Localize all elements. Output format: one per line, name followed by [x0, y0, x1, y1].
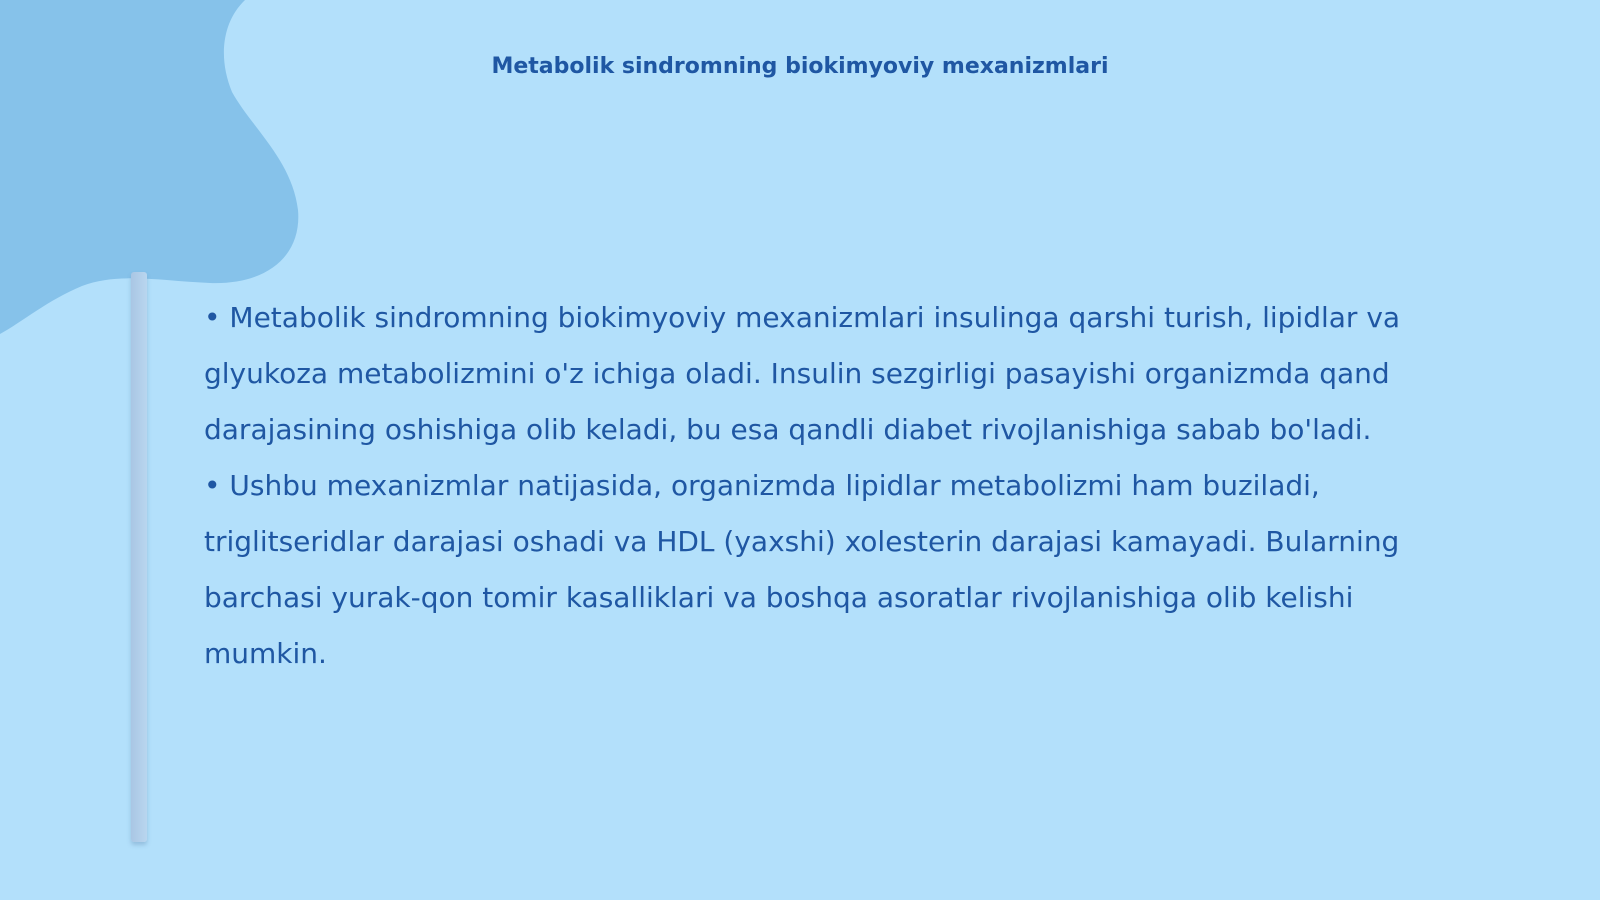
bullet-paragraph-2: • Ushbu mexanizmlar natijasida, organizmda lipidlar metabolizmi ham buziladi, triglitseridlar darajasi oshadi va HDL (yaxshi) xolesterin darajasi kamayadi. Bularning barchasi yurak-qon tomir kasalliklari va boshqa asoratlar rivojlanishiga olib kelishi mumkin.: [204, 469, 1400, 670]
decorative-blob-shape: [0, 0, 320, 340]
bullet-paragraph-1: • Metabolik sindromning biokimyoviy mexanizmlari insulinga qarshi turish, lipidlar va glyukoza metabolizmini o'z ichiga oladi. Insulin sezgirligi pasayishi organizmda qand darajasining oshishiga olib keladi, bu esa qandli diabet rivojlanishiga sabab bo'ladi.: [204, 301, 1401, 446]
decorative-vertical-bar: [131, 272, 147, 842]
slide-title: Metabolik sindromning biokimyoviy mexanizmlari: [491, 54, 1109, 79]
slide-body: [204, 290, 1404, 682]
